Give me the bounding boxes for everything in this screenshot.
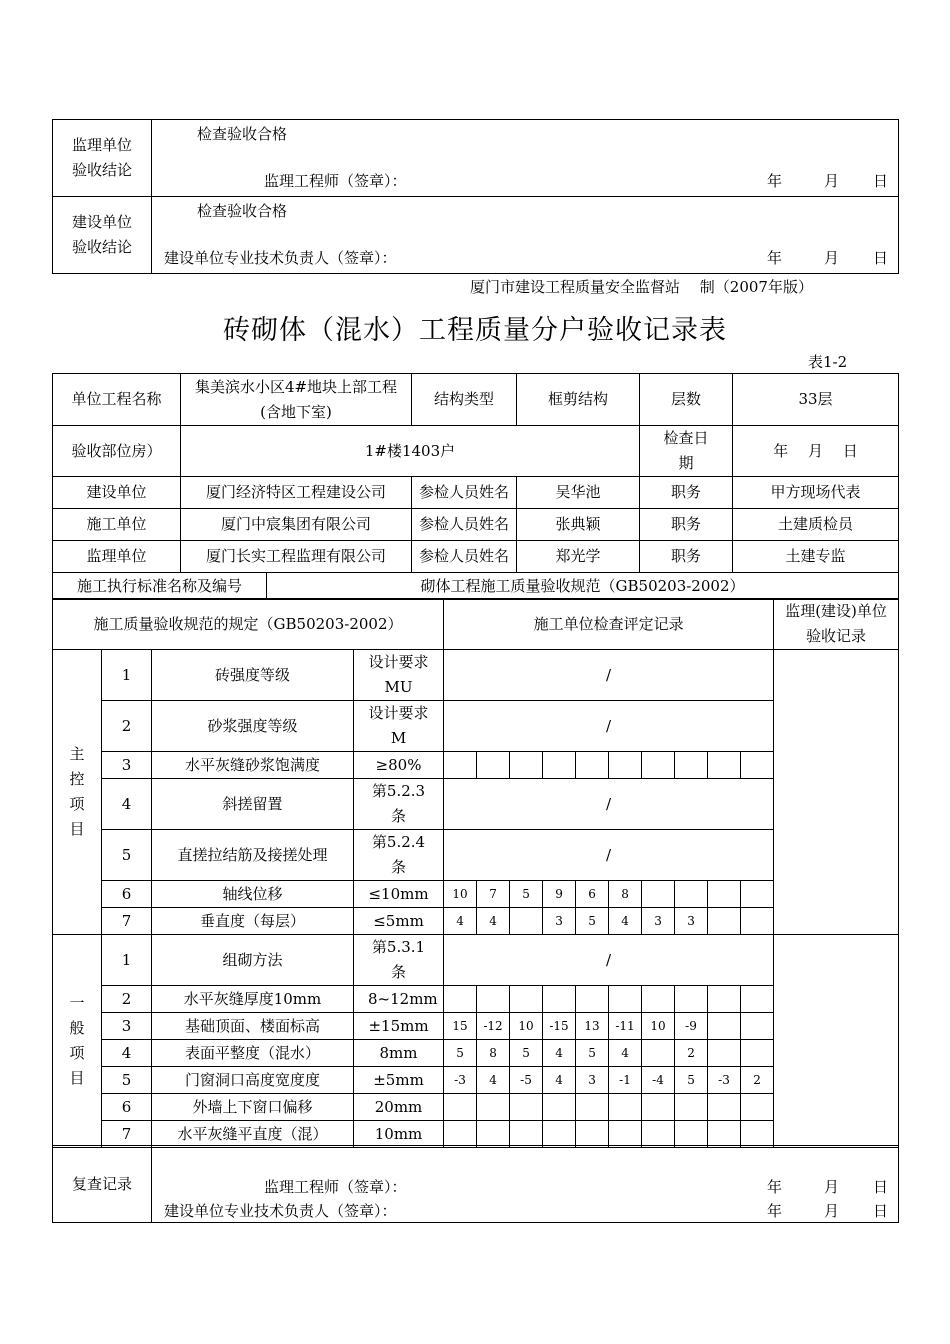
item-requirement: ≤5mm [354, 908, 444, 935]
item-requirement: ±15mm [354, 1013, 444, 1040]
measurement-cell: 2 [741, 1067, 774, 1094]
measurement-cell [741, 986, 774, 1013]
measurement-cell [444, 1121, 477, 1148]
measurement-cell [708, 752, 741, 779]
measurement-cell [543, 986, 576, 1013]
floors-value: 33层 [733, 374, 899, 426]
measurement-cell [543, 1121, 576, 1148]
review-table [52, 1145, 899, 1223]
item-number: 4 [102, 1040, 152, 1067]
standard-label: 施工执行标准名称及编号 [53, 573, 267, 600]
person-label: 参检人员姓名 [412, 509, 517, 541]
measurement-cell: 4 [444, 908, 477, 935]
duty-value: 土建专监 [733, 541, 899, 573]
measurement-cell: -4 [642, 1067, 675, 1094]
party-unit: 厦门中宸集团有限公司 [181, 509, 412, 541]
item-name: 砂浆强度等级 [152, 701, 354, 752]
measurement-cell: -9 [675, 1013, 708, 1040]
owner-conclusion-label: 建设单位 验收结论 [53, 197, 152, 274]
measurement-cell [642, 881, 675, 908]
measurement-cell [510, 908, 543, 935]
measurement-cell: 4 [543, 1040, 576, 1067]
measurement-cell: 10 [444, 881, 477, 908]
measurement-cell [510, 986, 543, 1013]
item-record-merged: / [444, 779, 774, 830]
measurement-cell: 5 [576, 908, 609, 935]
standard-table [52, 572, 899, 600]
item-requirement: 第5.2.4条 [354, 830, 444, 881]
item-record-merged: / [444, 650, 774, 701]
measurement-cell [675, 752, 708, 779]
measurement-cell [675, 1094, 708, 1121]
measurement-cell [543, 752, 576, 779]
party-unit: 厦门经济特区工程建设公司 [181, 477, 412, 509]
item-name: 组砌方法 [152, 935, 354, 986]
measurement-cell: 5 [444, 1040, 477, 1067]
person-name: 张典颖 [517, 509, 640, 541]
measurement-cell [444, 752, 477, 779]
measurement-cell [741, 1013, 774, 1040]
item-requirement: 8~12mm [354, 986, 444, 1013]
measurement-cell: -5 [510, 1067, 543, 1094]
measurement-cell: 13 [576, 1013, 609, 1040]
measurement-cell [642, 1121, 675, 1148]
person-name: 吴华池 [517, 477, 640, 509]
item-number: 2 [102, 701, 152, 752]
inspection-table [52, 598, 899, 1148]
item-requirement: 第5.3.1条 [354, 935, 444, 986]
measurement-cell: 4 [609, 1040, 642, 1067]
structure-value: 框剪结构 [517, 374, 640, 426]
owner-conclusion-text: 检查验收合格 [197, 202, 288, 220]
measurement-cell [708, 881, 741, 908]
item-number: 7 [102, 908, 152, 935]
measurement-cell: 5 [675, 1067, 708, 1094]
supervision-conclusion-text: 检查验收合格 [197, 125, 288, 143]
measurement-cell: -3 [708, 1067, 741, 1094]
measurement-cell: 3 [576, 1067, 609, 1094]
party-label: 建设单位 [53, 477, 181, 509]
measurement-cell [576, 986, 609, 1013]
measurement-cell [741, 881, 774, 908]
item-name: 外墙上下窗口偏移 [152, 1094, 354, 1121]
measurement-cell: 4 [477, 1067, 510, 1094]
page-title: 砖砌体（混水）工程质量分户验收记录表 [223, 315, 727, 346]
item-name: 砖强度等级 [152, 650, 354, 701]
record-header: 施工单位检查评定记录 [444, 599, 774, 650]
structure-label: 结构类型 [412, 374, 517, 426]
item-requirement: 设计要求M [354, 701, 444, 752]
measurement-cell [642, 1040, 675, 1067]
item-number: 3 [102, 1013, 152, 1040]
measurement-cell: -1 [609, 1067, 642, 1094]
review-signer-owner: 建设单位专业技术负责人（签章）： [164, 1202, 397, 1220]
measurement-cell [741, 1094, 774, 1121]
measurement-cell: -3 [444, 1067, 477, 1094]
measurement-cell: 7 [477, 881, 510, 908]
supervision-conclusion-cell [152, 120, 899, 197]
measurement-cell [609, 986, 642, 1013]
item-requirement: 10mm [354, 1121, 444, 1148]
item-name: 门窗洞口高度宽度度 [152, 1067, 354, 1094]
measurement-cell: 8 [477, 1040, 510, 1067]
measurement-cell [510, 752, 543, 779]
item-number: 6 [102, 1094, 152, 1121]
measurement-cell [741, 1040, 774, 1067]
item-requirement: 20mm [354, 1094, 444, 1121]
measurement-cell [675, 986, 708, 1013]
review-date-2: 年 月 日 [766, 1202, 888, 1220]
item-requirement: ≥80% [354, 752, 444, 779]
measurement-cell: 4 [543, 1067, 576, 1094]
location-label: 验收部位房） [53, 426, 181, 477]
measurement-cell: 3 [642, 908, 675, 935]
duty-label: 职务 [640, 541, 733, 573]
check-date-label: 检查日期 [640, 426, 733, 477]
measurement-cell [477, 1094, 510, 1121]
party-label: 监理单位 [53, 541, 181, 573]
person-label: 参检人员姓名 [412, 477, 517, 509]
owner-conclusion-cell [152, 197, 899, 274]
review-signer-supervisor: 监理工程师（签章）： [264, 1178, 407, 1196]
item-name: 水平灰缝砂浆饱满度 [152, 752, 354, 779]
supervision-date: 年 月 日 [766, 172, 888, 190]
item-name: 表面平整度（混水） [152, 1040, 354, 1067]
item-requirement: ≤10mm [354, 881, 444, 908]
spec-header: 施工质量验收规范的规定（GB50203-2002） [53, 599, 444, 650]
floors-label: 层数 [640, 374, 733, 426]
supervision-header: 监理(建设)单位验收记录 [774, 599, 899, 650]
duty-label: 职务 [640, 509, 733, 541]
standard-value: 砌体工程施工质量验收规范（GB50203-2002） [267, 573, 899, 600]
measurement-cell [642, 752, 675, 779]
general-group-label: 一 般 项 目 [53, 935, 102, 1148]
item-name: 斜搓留置 [152, 779, 354, 830]
check-date-value: 年 月 日 [733, 426, 899, 477]
measurement-cell [543, 1094, 576, 1121]
item-number: 3 [102, 752, 152, 779]
item-number: 5 [102, 1067, 152, 1094]
item-name: 轴线位移 [152, 881, 354, 908]
location-value: 1#楼1403户 [181, 426, 640, 477]
measurement-cell [510, 1094, 543, 1121]
main-control-supervision-record [774, 650, 899, 935]
measurement-cell [708, 986, 741, 1013]
item-number: 1 [102, 650, 152, 701]
measurement-cell [609, 752, 642, 779]
owner-date: 年 月 日 [766, 249, 888, 267]
measurement-cell [708, 1121, 741, 1148]
item-number: 6 [102, 881, 152, 908]
measurement-cell: 15 [444, 1013, 477, 1040]
item-record-merged: / [444, 701, 774, 752]
footer-note: 厦门市建设工程质量安全监督站 制（2007年版） [470, 278, 813, 296]
item-requirement: 8mm [354, 1040, 444, 1067]
duty-label: 职务 [640, 477, 733, 509]
item-number: 5 [102, 830, 152, 881]
item-name: 水平灰缝厚度10mm [152, 986, 354, 1013]
measurement-cell [576, 1094, 609, 1121]
measurement-cell [741, 752, 774, 779]
measurement-cell [510, 1121, 543, 1148]
measurement-cell: 2 [675, 1040, 708, 1067]
owner-signer: 建设单位专业技术负责人（签章）： [164, 249, 397, 267]
measurement-cell [741, 1121, 774, 1148]
measurement-cell [708, 1094, 741, 1121]
conclusion-table [52, 119, 899, 274]
measurement-cell: -11 [609, 1013, 642, 1040]
measurement-cell [477, 986, 510, 1013]
item-name: 直搓拉结筋及接搓处理 [152, 830, 354, 881]
measurement-cell: -12 [477, 1013, 510, 1040]
review-cell [152, 1146, 899, 1223]
item-name: 垂直度（每层） [152, 908, 354, 935]
supervision-conclusion-label: 监理单位 验收结论 [53, 120, 152, 197]
measurement-cell: -15 [543, 1013, 576, 1040]
duty-value: 土建质检员 [733, 509, 899, 541]
info-table [52, 373, 899, 573]
person-label: 参检人员姓名 [412, 541, 517, 573]
measurement-cell: 10 [510, 1013, 543, 1040]
measurement-cell: 5 [510, 1040, 543, 1067]
measurement-cell [708, 1013, 741, 1040]
measurement-cell [444, 1094, 477, 1121]
measurement-cell [675, 881, 708, 908]
review-label: 复查记录 [53, 1146, 152, 1223]
item-number: 2 [102, 986, 152, 1013]
measurement-cell [444, 986, 477, 1013]
supervision-signer: 监理工程师（签章）： [264, 172, 407, 190]
project-name: 集美滨水小区4#地块上部工程(含地下室) [181, 374, 412, 426]
measurement-cell: 9 [543, 881, 576, 908]
measurement-cell: 3 [675, 908, 708, 935]
measurement-cell [576, 1121, 609, 1148]
item-name: 水平灰缝平直度（混） [152, 1121, 354, 1148]
measurement-cell [708, 908, 741, 935]
measurement-cell: 5 [576, 1040, 609, 1067]
item-record-merged: / [444, 830, 774, 881]
person-name: 郑光学 [517, 541, 640, 573]
measurement-cell [609, 1121, 642, 1148]
item-number: 7 [102, 1121, 152, 1148]
table-number: 表1-2 [808, 353, 848, 371]
measurement-cell: 4 [477, 908, 510, 935]
item-requirement: 第5.2.3条 [354, 779, 444, 830]
measurement-cell [675, 1121, 708, 1148]
project-name-label: 单位工程名称 [53, 374, 181, 426]
measurement-cell: 8 [609, 881, 642, 908]
item-requirement: ±5mm [354, 1067, 444, 1094]
general-supervision-record [774, 935, 899, 1148]
item-number: 4 [102, 779, 152, 830]
measurement-cell: 4 [609, 908, 642, 935]
measurement-cell [642, 1094, 675, 1121]
item-number: 1 [102, 935, 152, 986]
measurement-cell: 3 [543, 908, 576, 935]
measurement-cell: 6 [576, 881, 609, 908]
measurement-cell: 10 [642, 1013, 675, 1040]
measurement-cell [741, 908, 774, 935]
measurement-cell [609, 1094, 642, 1121]
measurement-cell [477, 1121, 510, 1148]
main-control-group-label: 主 控 项 目 [53, 650, 102, 935]
party-label: 施工单位 [53, 509, 181, 541]
measurement-cell [708, 1040, 741, 1067]
item-name: 基础顶面、楼面标高 [152, 1013, 354, 1040]
measurement-cell: 5 [510, 881, 543, 908]
measurement-cell [642, 986, 675, 1013]
duty-value: 甲方现场代表 [733, 477, 899, 509]
measurement-cell [477, 752, 510, 779]
review-date-1: 年 月 日 [766, 1178, 888, 1196]
item-record-merged: / [444, 935, 774, 986]
item-requirement: 设计要求MU [354, 650, 444, 701]
measurement-cell [576, 752, 609, 779]
party-unit: 厦门长实工程监理有限公司 [181, 541, 412, 573]
